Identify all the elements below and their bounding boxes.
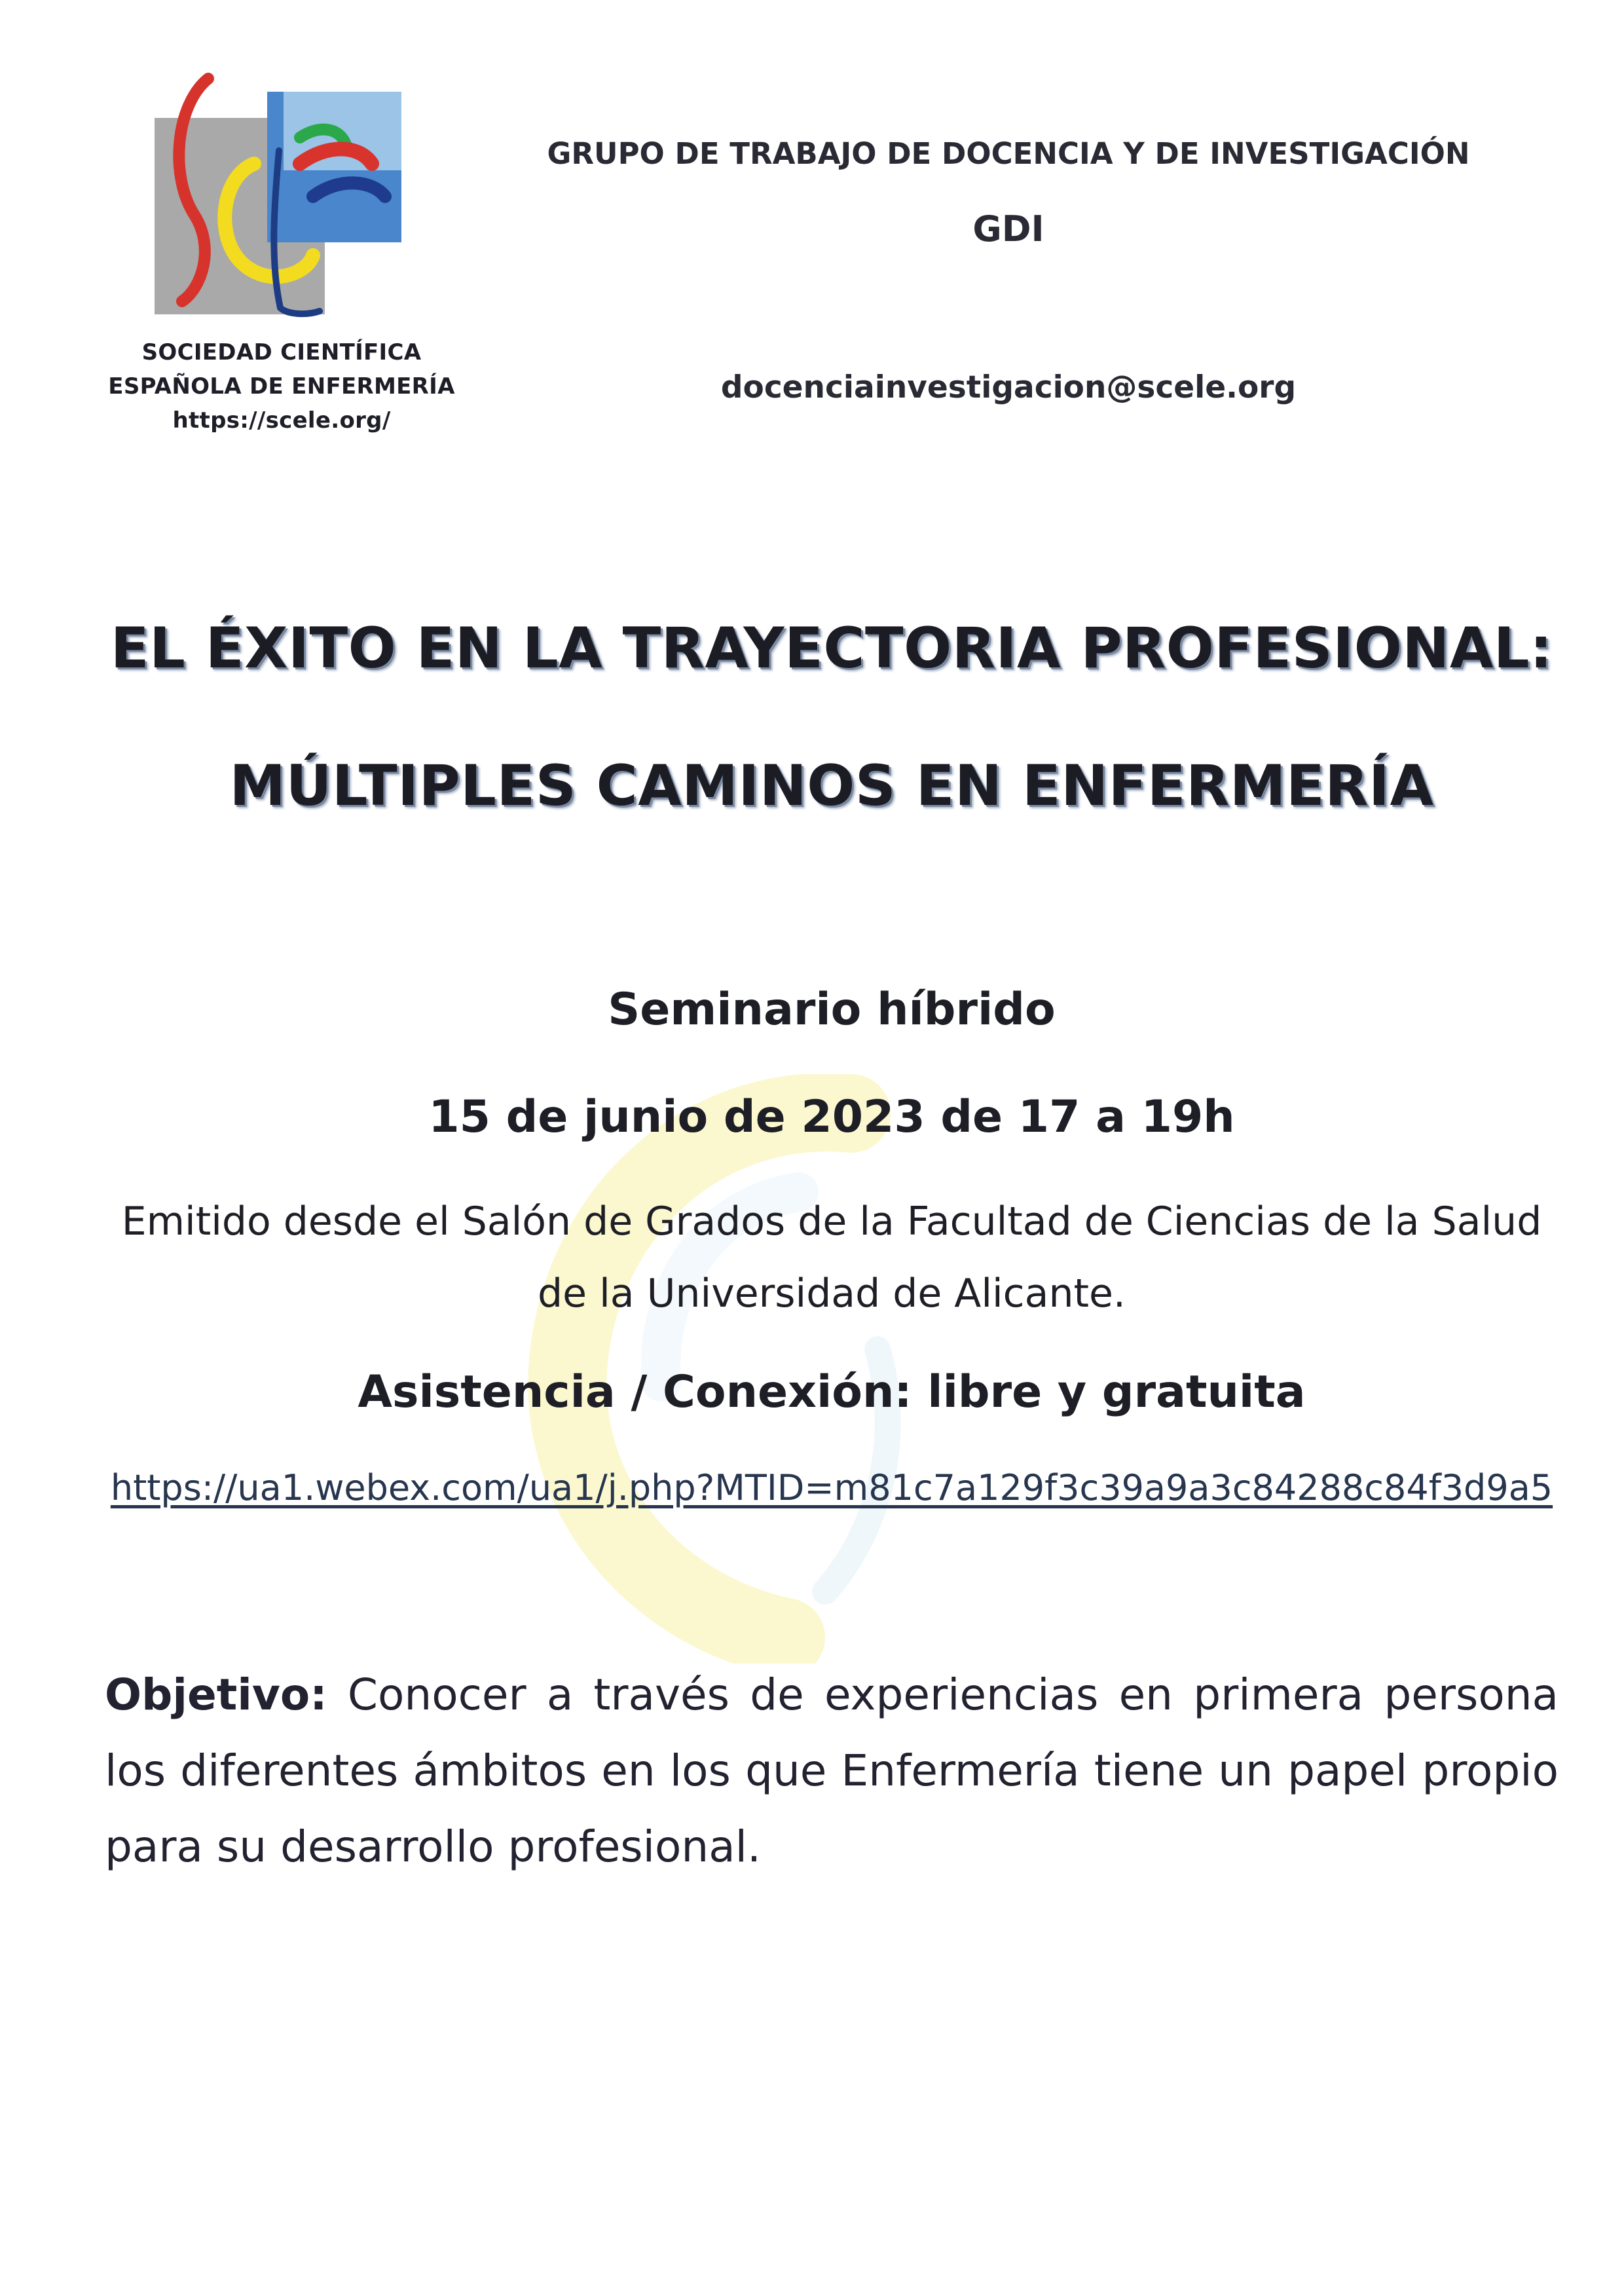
main-title-line-2: MÚLTIPLES CAMINOS EN ENFERMERÍA bbox=[229, 753, 1434, 819]
venue-line-1: Emitido desde el Salón de Grados de la Facultad de Ciencias de la Salud bbox=[121, 1199, 1542, 1244]
org-name-line-1: SOCIEDAD CIENTÍFICA bbox=[141, 339, 422, 365]
seminar-type: Seminario híbrido bbox=[608, 984, 1056, 1036]
objective-label: Objetivo: bbox=[105, 1670, 327, 1720]
group-title: GRUPO DE TRABAJO DE DOCENCIA Y DE INVESTIGACIÓN bbox=[547, 136, 1470, 171]
group-email[interactable]: docenciainvestigacion@scele.org bbox=[720, 369, 1297, 405]
objective-paragraph bbox=[105, 1657, 1559, 1885]
group-abbreviation: GDI bbox=[972, 208, 1044, 250]
venue-line-2: de la Universidad de Alicante. bbox=[538, 1271, 1126, 1316]
objective-text: Conocer a través de experiencias en primera persona los diferentes ámbitos en los que Enfermería tiene un papel propio para su desarrollo profesional. bbox=[105, 1670, 1559, 1872]
main-title-line-1: EL ÉXITO EN LA TRAYECTORIA PROFESIONAL: bbox=[110, 616, 1553, 681]
org-url[interactable]: https://scele.org/ bbox=[172, 407, 391, 434]
org-name-line-2: ESPAÑOLA DE ENFERMERÍA bbox=[108, 373, 455, 400]
scele-logo-icon bbox=[149, 65, 411, 321]
webex-link[interactable]: https://ua1.webex.com/ua1/j.php?MTID=m81c7a129f3c39a9a3c84288c84f3d9a5 bbox=[110, 1467, 1553, 1508]
seminar-date: 15 de junio de 2023 de 17 a 19h bbox=[428, 1091, 1235, 1143]
access-info: Asistencia / Conexión: libre y gratuita bbox=[358, 1366, 1306, 1418]
